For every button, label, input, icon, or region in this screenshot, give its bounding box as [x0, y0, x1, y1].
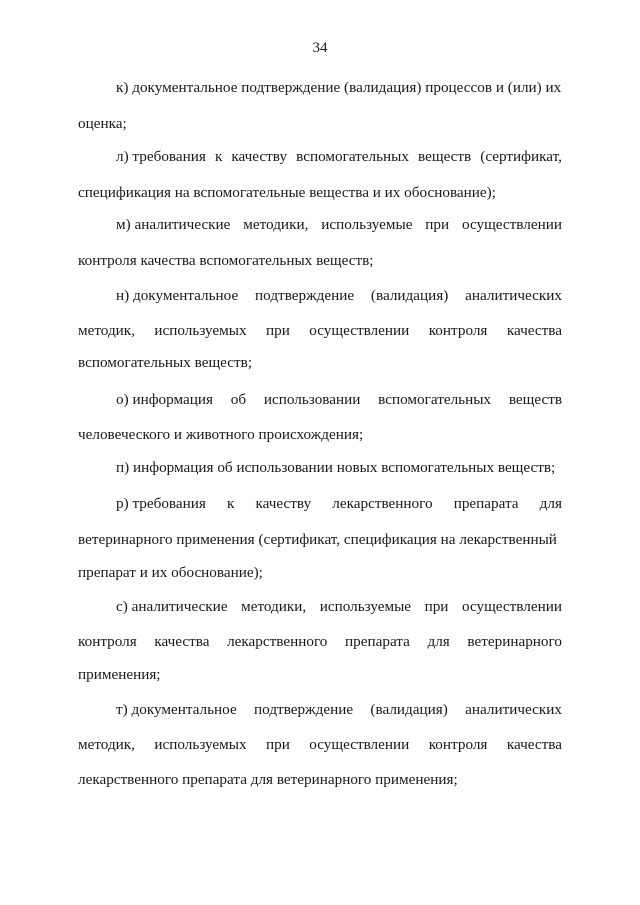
page-number: 34 [312, 40, 328, 56]
text-word: контроля [428, 322, 488, 339]
text-word: аналитических [465, 701, 562, 718]
text-word: о) информация [116, 391, 213, 408]
text-word: вспомогательных веществ; [78, 354, 253, 371]
text-word: осуществлении [309, 736, 410, 753]
text-word: используемых [154, 736, 247, 753]
text-word: (валидация) [370, 287, 449, 304]
text-word: качества [506, 322, 562, 339]
text-word: осуществлении [309, 322, 410, 339]
text-word: применения; [78, 666, 161, 683]
text-word: с) аналитические [116, 598, 228, 615]
text-word: качеству [231, 148, 288, 165]
text-word: веществ [418, 148, 472, 165]
text-word: оценка; [78, 115, 127, 132]
text-word: лекарственного [227, 633, 328, 650]
text-word: вспомогательных [296, 148, 409, 165]
paragraph-line [78, 114, 562, 134]
text-word: используемые [319, 598, 412, 615]
text-word: п) информация об использовании новых вспомогательных веществ; [116, 459, 556, 476]
text-word: об [230, 391, 247, 408]
paragraph-line [116, 286, 562, 306]
text-word: л) требования [116, 148, 206, 165]
text-word: вспомогательных [378, 391, 492, 408]
text-word: методики, [243, 216, 309, 233]
text-word: к) документальное подтверждение (валидация) процессов и (или) их [116, 79, 562, 96]
text-word: препарата [453, 495, 519, 512]
text-word: лекарственного [332, 495, 433, 512]
text-word: н) документальное [116, 287, 239, 304]
text-word: осуществлении [461, 598, 562, 615]
text-word: т) документальное [116, 701, 237, 718]
text-word: ветеринарного применения (сертификат, спецификация на лекарственный [78, 531, 557, 548]
text-word: методик, [78, 322, 135, 339]
paragraph-line [116, 390, 562, 410]
paragraph-line [116, 78, 562, 98]
paragraph-line [116, 215, 562, 235]
paragraph-line [78, 425, 562, 445]
paragraph-line [78, 735, 562, 755]
text-word: качества [154, 633, 210, 650]
paragraph-line [78, 183, 562, 203]
paragraph-line [78, 353, 562, 373]
paragraph-line [116, 700, 562, 720]
text-word: используемых [154, 322, 247, 339]
paragraph-line [116, 494, 562, 514]
text-word: контроля качества вспомогательных веществ; [78, 252, 374, 269]
text-word: аналитических [465, 287, 562, 304]
text-word: препарата [345, 633, 410, 650]
text-word: веществ [508, 391, 562, 408]
text-word: (валидация) [370, 701, 448, 718]
text-word: подтверждение [255, 287, 355, 304]
text-word: для [427, 633, 450, 650]
text-word: контроля [428, 736, 488, 753]
text-word: методики, [241, 598, 307, 615]
text-word: используемые [321, 216, 413, 233]
text-word: ветеринарного [467, 633, 562, 650]
paragraph-line [116, 147, 562, 167]
text-word: качеству [255, 495, 312, 512]
text-word: при [425, 216, 450, 233]
text-word: к [214, 148, 223, 165]
text-word: для [539, 495, 562, 512]
paragraph-line [116, 597, 562, 617]
text-word: осуществлении [461, 216, 562, 233]
paragraph-line [116, 458, 562, 478]
text-word: при [265, 736, 290, 753]
paragraph-line [78, 563, 562, 583]
paragraph-line [78, 321, 562, 341]
text-word: р) требования [116, 495, 206, 512]
paragraph-line [78, 632, 562, 652]
text-word: использовании [263, 391, 361, 408]
text-word: контроля [78, 633, 137, 650]
text-word: при [424, 598, 449, 615]
text-word: человеческого и животного происхождения; [78, 426, 364, 443]
paragraph-line [78, 665, 562, 685]
text-word: спецификация на вспомогательные вещества и их обоснование); [78, 184, 496, 201]
text-word: при [265, 322, 290, 339]
text-word: методик, [78, 736, 135, 753]
text-word: (сертификат, [480, 148, 562, 165]
text-word: к [227, 495, 235, 512]
paragraph-line [78, 770, 562, 790]
text-word: препарат и их обоснование); [78, 564, 263, 581]
paragraph-line [78, 251, 562, 271]
text-word: качества [506, 736, 562, 753]
paragraph-line [78, 530, 562, 550]
text-word: м) аналитические [116, 216, 231, 233]
text-word: лекарственного препарата для ветеринарного применения; [78, 771, 458, 788]
text-word: подтверждение [254, 701, 354, 718]
